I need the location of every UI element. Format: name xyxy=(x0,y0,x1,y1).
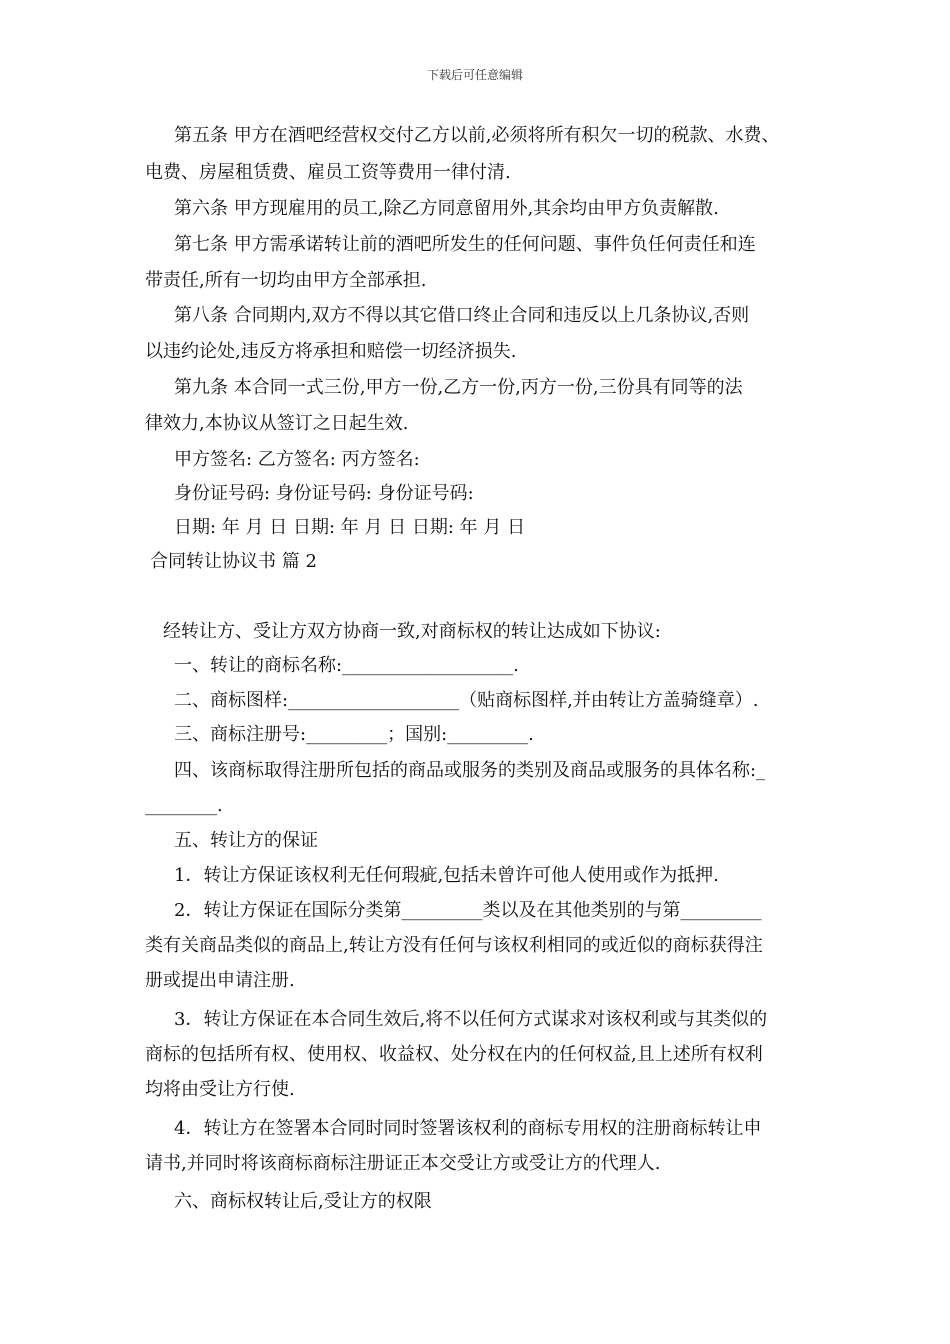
signature-line: 甲方签名: 乙方签名: 丙方签名: xyxy=(174,449,420,470)
date-line: 日期: 年 月 日 日期: 年 月 日 日期: 年 月 日 xyxy=(174,517,526,538)
paragraph-line: 均将由受让方行使. xyxy=(145,1079,295,1100)
paragraph-line: 带责任,所有一切均由甲方全部承担. xyxy=(145,270,427,291)
paragraph-line: 第五条 甲方在酒吧经营权交付乙方以前,必须将所有积欠一切的税款、水费、 xyxy=(174,125,780,146)
paragraph-line: 二、商标图样:___________________（贴商标图样,并由转让方盖骑缝章）. xyxy=(174,690,759,711)
id-number-line: 身份证号码: 身份证号码: 身份证号码: xyxy=(174,483,474,504)
paragraph-line: 律效力,本协议从签订之日起生效. xyxy=(145,413,409,434)
page-header: 下载后可任意编辑 xyxy=(426,68,523,82)
paragraph-line: 四、该商标取得注册所包括的商品或服务的类别及商品或服务的具体名称:_ xyxy=(174,760,766,781)
paragraph-line: 三、商标注册号:_________；国别:_________. xyxy=(174,724,534,745)
paragraph-line: 第六条 甲方现雇用的员工,除乙方同意留用外,其余均由甲方负责解散. xyxy=(174,198,719,219)
paragraph-line: 一、转让的商标名称:___________________. xyxy=(174,655,519,676)
section-title: 合同转让协议书 篇 2 xyxy=(150,551,317,572)
paragraph-line: 3．转让方保证在本合同生效后,将不以任何方式谋求对该权利或与其类似的 xyxy=(174,1009,768,1030)
paragraph-line: 2．转让方保证在国际分类第_________类以及在其他类别的与第_________ xyxy=(174,900,762,921)
paragraph-line: 经转让方、受让方双方协商一致,对商标权的转让达成如下协议: xyxy=(163,621,661,642)
paragraph-line: 册或提出申请注册. xyxy=(145,970,295,991)
paragraph-line: ________. xyxy=(145,795,223,816)
paragraph-line: 五、转让方的保证 xyxy=(174,830,318,851)
paragraph-line: 第八条 合同期内,双方不得以其它借口终止合同和违反以上几条协议,否则 xyxy=(174,305,750,326)
paragraph-line: 第九条 本合同一式三份,甲方一份,乙方一份,丙方一份,三份具有同等的法 xyxy=(174,377,743,398)
paragraph-line: 商标的包括所有权、使用权、收益权、处分权在内的任何权益,且上述所有权利 xyxy=(145,1044,763,1065)
paragraph-line: 六、商标权转让后,受让方的权限 xyxy=(174,1191,432,1212)
paragraph-line: 类有关商品类似的商品上,转让方没有任何与该权利相同的或近似的商标获得注 xyxy=(145,935,763,956)
paragraph-line: 第七条 甲方需承诺转让前的酒吧所发生的任何问题、事件负任何责任和连 xyxy=(174,234,756,255)
paragraph-line: 请书,并同时将该商标商标注册证正本交受让方或受让方的代理人. xyxy=(145,1153,661,1174)
paragraph-line: 以违约论处,违反方将承担和赔偿一切经济损失. xyxy=(145,341,517,362)
paragraph-line: 4．转让方在签署本合同时同时签署该权利的商标专用权的注册商标转让申 xyxy=(174,1118,762,1139)
paragraph-line: 1．转让方保证该权利无任何瑕疵,包括未曾许可他人使用或作为抵押. xyxy=(174,865,719,886)
paragraph-line: 电费、房屋租赁费、雇员工资等费用一律付清. xyxy=(145,162,511,183)
